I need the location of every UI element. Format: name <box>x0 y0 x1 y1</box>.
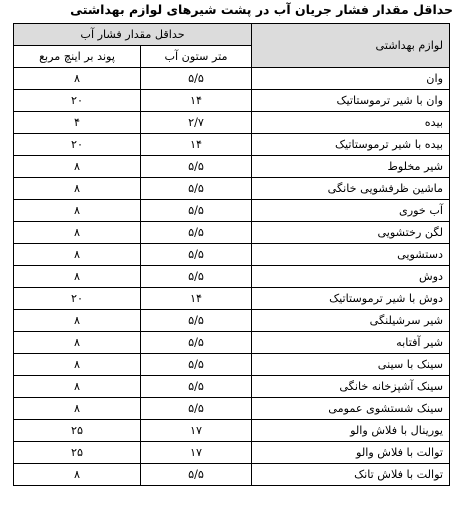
psi-cell: ۲۰ <box>14 90 141 112</box>
fixture-cell: سینک با سینی <box>252 354 450 376</box>
table-row <box>14 354 450 376</box>
fixture-cell: شیر سرشیلنگی <box>252 310 450 332</box>
fixture-cell: بیده <box>252 112 450 134</box>
psi-cell: ۸ <box>14 332 141 354</box>
table-row <box>14 90 450 112</box>
table-row <box>14 134 450 156</box>
table-body <box>14 68 450 486</box>
table-row <box>14 112 450 134</box>
fixture-cell: بیده با شیر ترموستاتیک <box>252 134 450 156</box>
meter-cell: ۵/۵ <box>141 244 252 266</box>
page-title: حداقل مقدار فشار جریان آب در پشت شیرهای لوازم بهداشتی <box>70 2 453 17</box>
meter-cell: ۱۴ <box>141 90 252 112</box>
column-header-meter: متر ستون آب <box>141 46 252 68</box>
psi-cell: ۸ <box>14 222 141 244</box>
fixture-cell: وان <box>252 68 450 90</box>
meter-cell: ۵/۵ <box>141 464 252 486</box>
fixture-cell: وان با شیر ترموستاتیک <box>252 90 450 112</box>
table-row <box>14 68 450 90</box>
meter-cell: ۵/۵ <box>141 398 252 420</box>
table-row <box>14 244 450 266</box>
fixture-cell: ماشین ظرفشویی خانگی <box>252 178 450 200</box>
table-row <box>14 266 450 288</box>
table-row <box>14 420 450 442</box>
fixture-cell: شیر آفتابه <box>252 332 450 354</box>
meter-cell: ۱۴ <box>141 288 252 310</box>
fixture-cell: توالت با فلاش تانک <box>252 464 450 486</box>
meter-cell: ۵/۵ <box>141 354 252 376</box>
psi-cell: ۸ <box>14 354 141 376</box>
fixture-pressure-table <box>13 23 450 486</box>
column-header-group: حداقل مقدار فشار آب <box>14 24 252 46</box>
meter-cell: ۱۷ <box>141 420 252 442</box>
table-row <box>14 376 450 398</box>
column-header-fixture: لوازم بهداشتی <box>252 24 450 68</box>
table-row <box>14 178 450 200</box>
fixture-cell: دوش <box>252 266 450 288</box>
psi-cell: ۲۰ <box>14 288 141 310</box>
header-row-main <box>14 24 450 46</box>
meter-cell: ۵/۵ <box>141 266 252 288</box>
fixture-cell: دستشویی <box>252 244 450 266</box>
psi-cell: ۲۰ <box>14 134 141 156</box>
meter-cell: ۵/۵ <box>141 68 252 90</box>
column-header-psi: پوند بر اینچ مربع <box>14 46 141 68</box>
table-row <box>14 398 450 420</box>
psi-cell: ۲۵ <box>14 420 141 442</box>
psi-cell: ۸ <box>14 266 141 288</box>
meter-cell: ۵/۵ <box>141 200 252 222</box>
psi-cell: ۸ <box>14 310 141 332</box>
table-row <box>14 200 450 222</box>
table-row <box>14 222 450 244</box>
table-row <box>14 464 450 486</box>
table-row <box>14 310 450 332</box>
fixture-cell: آب خوری <box>252 200 450 222</box>
psi-cell: ۸ <box>14 464 141 486</box>
psi-cell: ۸ <box>14 156 141 178</box>
fixture-cell: شیر مخلوط <box>252 156 450 178</box>
fixture-cell: سینک شستشوی عمومی <box>252 398 450 420</box>
table-row <box>14 288 450 310</box>
meter-cell: ۱۷ <box>141 442 252 464</box>
psi-cell: ۸ <box>14 68 141 90</box>
table-row <box>14 442 450 464</box>
meter-cell: ۵/۵ <box>141 332 252 354</box>
meter-cell: ۲/۷ <box>141 112 252 134</box>
fixture-cell: دوش با شیر ترموستاتیک <box>252 288 450 310</box>
psi-cell: ۸ <box>14 244 141 266</box>
psi-cell: ۸ <box>14 398 141 420</box>
meter-cell: ۵/۵ <box>141 178 252 200</box>
meter-cell: ۵/۵ <box>141 156 252 178</box>
meter-cell: ۵/۵ <box>141 310 252 332</box>
meter-cell: ۱۴ <box>141 134 252 156</box>
fixture-cell: یورینال با فلاش والو <box>252 420 450 442</box>
psi-cell: ۸ <box>14 376 141 398</box>
psi-cell: ۸ <box>14 200 141 222</box>
table-row <box>14 156 450 178</box>
fixture-cell: توالت با فلاش والو <box>252 442 450 464</box>
meter-cell: ۵/۵ <box>141 222 252 244</box>
table-row <box>14 332 450 354</box>
psi-cell: ۲۵ <box>14 442 141 464</box>
fixture-cell: لگن رختشویی <box>252 222 450 244</box>
fixture-cell: سینک آشپزخانه خانگی <box>252 376 450 398</box>
psi-cell: ۸ <box>14 178 141 200</box>
meter-cell: ۵/۵ <box>141 376 252 398</box>
psi-cell: ۴ <box>14 112 141 134</box>
